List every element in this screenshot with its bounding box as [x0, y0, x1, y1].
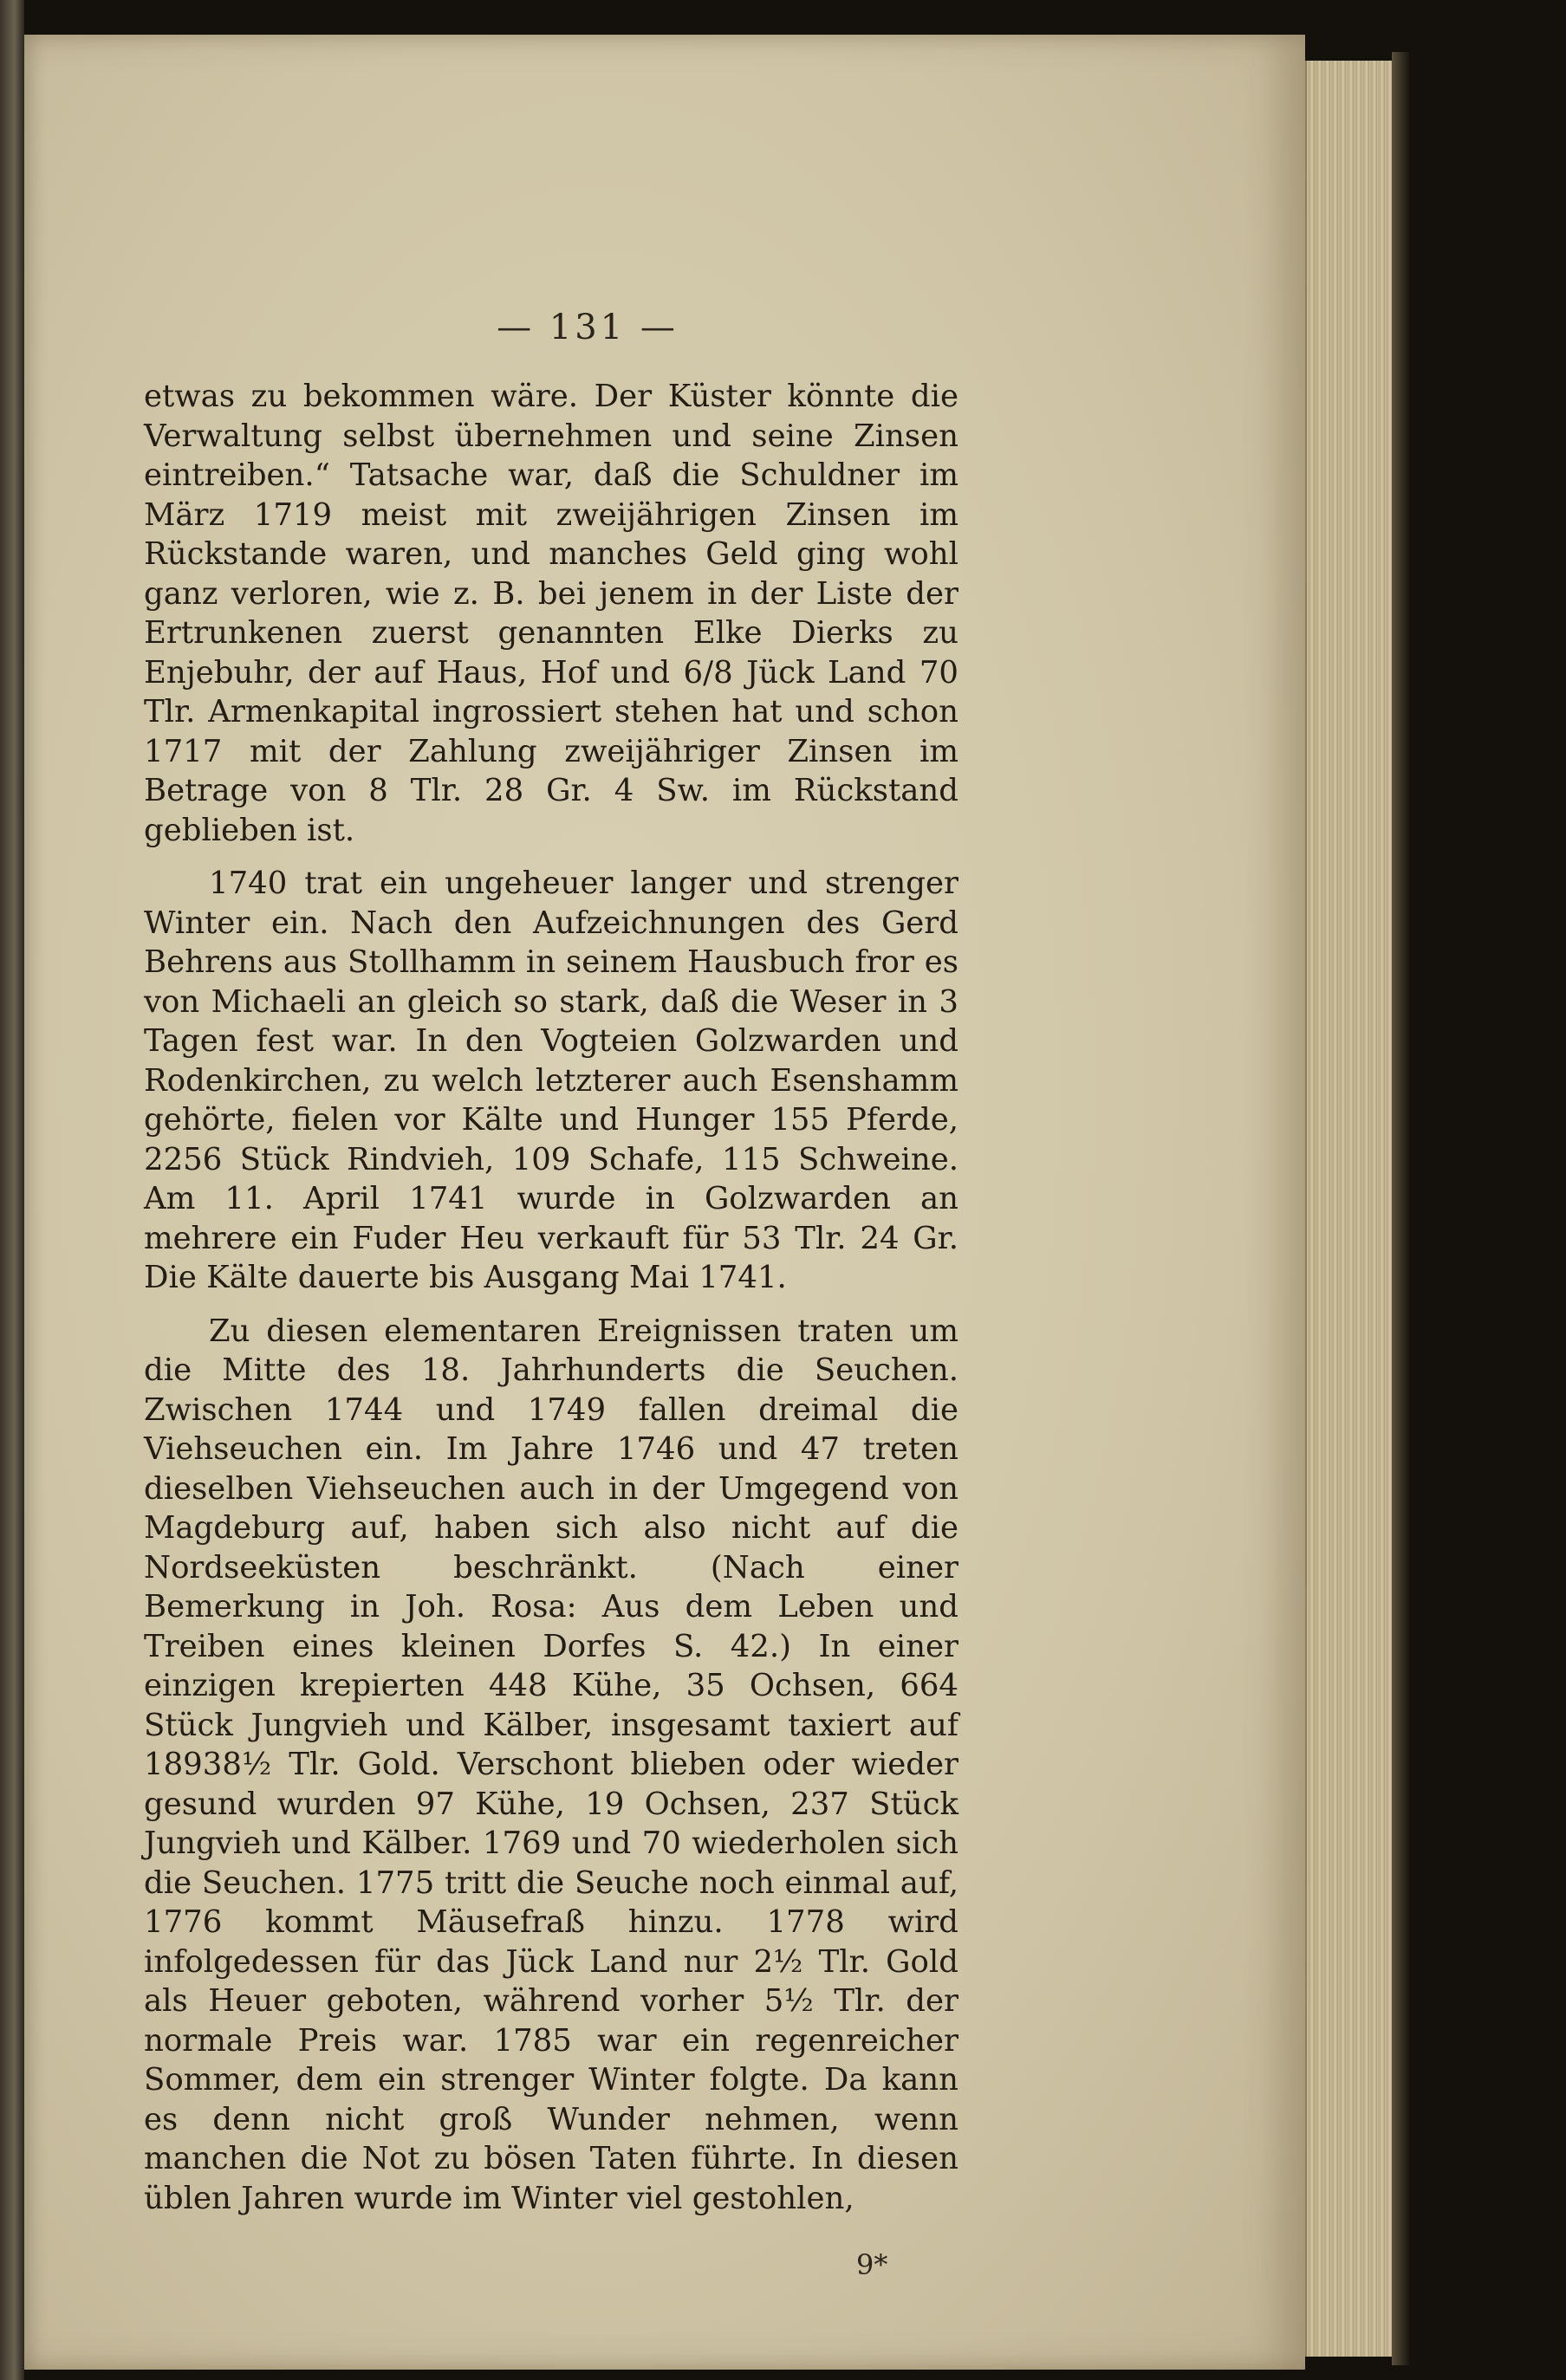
paragraph-1: etwas zu bekommen wäre. Der Küster könnte die Verwaltung selbst übernehmen und seine Zinsen eintreiben.“ Tatsache war, daß die Schuldner im März 1719 meist mit zweijährigen Zinsen im Rückstande waren, und manches Geld ging wohl ganz verloren, wie z. B. bei jenem in der Liste der Ertrunkenen zuerst genannten Elke Dierks zu Enjebuhr, der auf Haus, Hof und 6/8 Jück Land 70 Tlr. Armenkapital ingrossiert stehen hat und schon 1717 mit der Zahlung zweijähriger Zinsen im Betrage von 8 Tlr. 28 Gr. 4 Sw. im Rückstand geblieben ist. — [144, 379, 958, 848]
body-text — [144, 377, 958, 2218]
paragraph-2: 1740 trat ein ungeheuer langer und strenger Winter ein. Nach den Aufzeichnungen des Gerd Behrens aus Stollhamm in seinem Hausbuch fror es von Michaeli an gleich so stark, daß die Weser in 3 Tagen fest war. In den Vogteien Golzwarden und Rodenkirchen, zu welch letzterer auch Esenshamm gehörte, fielen vor Kälte und Hunger 155 Pferde, 2256 Stück Rindvieh, 109 Schafe, 115 Schweine. Am 11. April 1741 wurde in Golzwarden an mehrere ein Fuder Heu verkauft für 53 Tlr. 24 Gr. Die Kälte dauerte bis Ausgang Mai 1741. — [144, 866, 958, 1295]
book-edge-shadow — [1392, 52, 1409, 2365]
book-fore-edge — [1305, 61, 1394, 2357]
signature-mark: 9* — [856, 2248, 888, 2281]
book-left-edge — [0, 0, 24, 2380]
book-page — [24, 35, 1305, 2370]
paragraph-3: Zu diesen elementaren Ereignissen traten um die Mitte des 18. Jahrhunderts die Seuchen. Zwischen 1744 und 1749 fallen dreimal die Viehseuchen ein. Im Jahre 1746 und 47 treten dieselben Viehseuchen auch in der Umgegend von Magdeburg auf, haben sich also nicht auf die Nordseeküsten beschränkt. (Nach einer Bemerkung in Joh. Rosa: Aus dem Leben und Treiben eines kleinen Dorfes S. 42.) In einer einzigen krepierten 448 Kühe, 35 Ochsen, 664 Stück Jungvieh und Kälber, insgesamt taxiert auf 18938½ Tlr. Gold. Verschont blieben oder wieder gesund wurden 97 Kühe, 19 Ochsen, 237 Stück Jungvieh und Kälber. 1769 und 70 wiederholen sich die Seuchen. 1775 tritt die Seuche noch einmal auf, 1776 kommt Mäusefraß hinzu. 1778 wird infolgedessen für das Jück Land nur 2½ Tlr. Gold als Heuer geboten, während vorher 5½ Tlr. der normale Preis war. 1785 war ein regenreicher Sommer, dem ein strenger Winter folgte. Da kann es denn nicht groß Wunder nehmen, wenn manchen die Not zu bösen Taten führte. In diesen üblen Jahren wurde im Winter viel gestohlen, — [144, 1313, 958, 2216]
page-number: — 131 — — [497, 308, 679, 347]
